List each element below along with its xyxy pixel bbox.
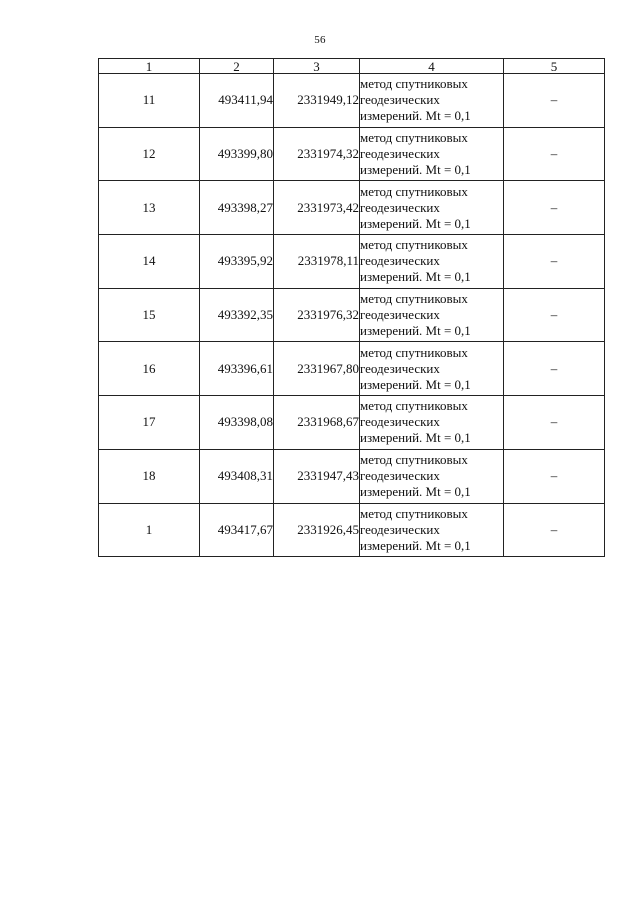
method-cell: [360, 74, 504, 128]
method-line: измерений. Mt = 0,1: [360, 323, 471, 339]
y-coordinate-cell: 2331949,12: [274, 74, 360, 128]
method-line: геодезических: [360, 253, 440, 269]
y-coordinate-cell: 2331947,43: [274, 449, 360, 503]
point-number-cell: 16: [99, 342, 200, 396]
method-line: метод спутниковых: [360, 398, 468, 414]
method-line: метод спутниковых: [360, 130, 468, 146]
x-coordinate-cell: 493398,08: [200, 396, 274, 450]
method-cell: [360, 503, 504, 557]
method-line: геодезических: [360, 360, 440, 376]
note-cell: –: [504, 235, 605, 289]
header-col-3: 3: [274, 59, 360, 74]
method-cell: [360, 396, 504, 450]
method-line: геодезических: [360, 199, 440, 215]
page-number: 56: [314, 34, 326, 46]
y-coordinate-cell: 2331976,32: [274, 288, 360, 342]
method-line: измерений. Mt = 0,1: [360, 376, 471, 392]
point-number-cell: 14: [99, 235, 200, 289]
method-line: измерений. Mt = 0,1: [360, 430, 471, 446]
method-line: измерений. Mt = 0,1: [360, 484, 471, 500]
point-number-cell: 12: [99, 127, 200, 181]
header-row: [99, 59, 605, 74]
method-line: метод спутниковых: [360, 76, 468, 92]
coordinates-table: [98, 58, 605, 557]
point-number-cell: 17: [99, 396, 200, 450]
method-line: метод спутниковых: [360, 452, 468, 468]
method-line: измерений. Mt = 0,1: [360, 537, 471, 553]
note-cell: –: [504, 342, 605, 396]
note-cell: –: [504, 127, 605, 181]
y-coordinate-cell: 2331967,80: [274, 342, 360, 396]
y-coordinate-cell: 2331973,42: [274, 181, 360, 235]
method-cell: [360, 449, 504, 503]
header-col-1: 1: [99, 59, 200, 74]
method-line: измерений. Mt = 0,1: [360, 162, 471, 178]
table-row: [99, 235, 605, 289]
point-number-cell: 11: [99, 74, 200, 128]
point-number-cell: 13: [99, 181, 200, 235]
method-line: метод спутниковых: [360, 291, 468, 307]
x-coordinate-cell: 493408,31: [200, 449, 274, 503]
note-cell: –: [504, 449, 605, 503]
x-coordinate-cell: 493411,94: [200, 74, 274, 128]
header-col-2: 2: [200, 59, 274, 74]
table-body: [99, 74, 605, 557]
y-coordinate-cell: 2331926,45: [274, 503, 360, 557]
y-coordinate-cell: 2331978,11: [274, 235, 360, 289]
point-number-cell: 1: [99, 503, 200, 557]
x-coordinate-cell: 493392,35: [200, 288, 274, 342]
table-row: [99, 74, 605, 128]
method-line: метод спутниковых: [360, 183, 468, 199]
table-row: [99, 342, 605, 396]
method-line: измерений. Mt = 0,1: [360, 108, 471, 124]
note-cell: –: [504, 74, 605, 128]
point-number-cell: 18: [99, 449, 200, 503]
y-coordinate-cell: 2331974,32: [274, 127, 360, 181]
method-cell: [360, 127, 504, 181]
header-col-4: 4: [360, 59, 504, 74]
x-coordinate-cell: 493396,61: [200, 342, 274, 396]
method-line: метод спутниковых: [360, 344, 468, 360]
table-row: [99, 127, 605, 181]
table-row: [99, 503, 605, 557]
note-cell: –: [504, 288, 605, 342]
method-line: метод спутниковых: [360, 237, 468, 253]
method-line: метод спутниковых: [360, 505, 468, 521]
y-coordinate-cell: 2331968,67: [274, 396, 360, 450]
method-line: геодезических: [360, 307, 440, 323]
method-cell: [360, 288, 504, 342]
method-line: геодезических: [360, 92, 440, 108]
method-cell: [360, 181, 504, 235]
point-number-cell: 15: [99, 288, 200, 342]
method-line: измерений. Mt = 0,1: [360, 215, 471, 231]
method-line: измерений. Mt = 0,1: [360, 269, 471, 285]
x-coordinate-cell: 493417,67: [200, 503, 274, 557]
table-row: [99, 396, 605, 450]
note-cell: –: [504, 396, 605, 450]
x-coordinate-cell: 493399,80: [200, 127, 274, 181]
method-line: геодезических: [360, 468, 440, 484]
header-col-5: 5: [504, 59, 605, 74]
table-header: [99, 59, 605, 74]
method-cell: [360, 342, 504, 396]
table-row: [99, 181, 605, 235]
method-line: геодезических: [360, 414, 440, 430]
method-cell: [360, 235, 504, 289]
x-coordinate-cell: 493398,27: [200, 181, 274, 235]
note-cell: –: [504, 181, 605, 235]
table-row: [99, 288, 605, 342]
method-line: геодезических: [360, 146, 440, 162]
note-cell: –: [504, 503, 605, 557]
method-line: геодезических: [360, 521, 440, 537]
x-coordinate-cell: 493395,92: [200, 235, 274, 289]
table-row: [99, 449, 605, 503]
